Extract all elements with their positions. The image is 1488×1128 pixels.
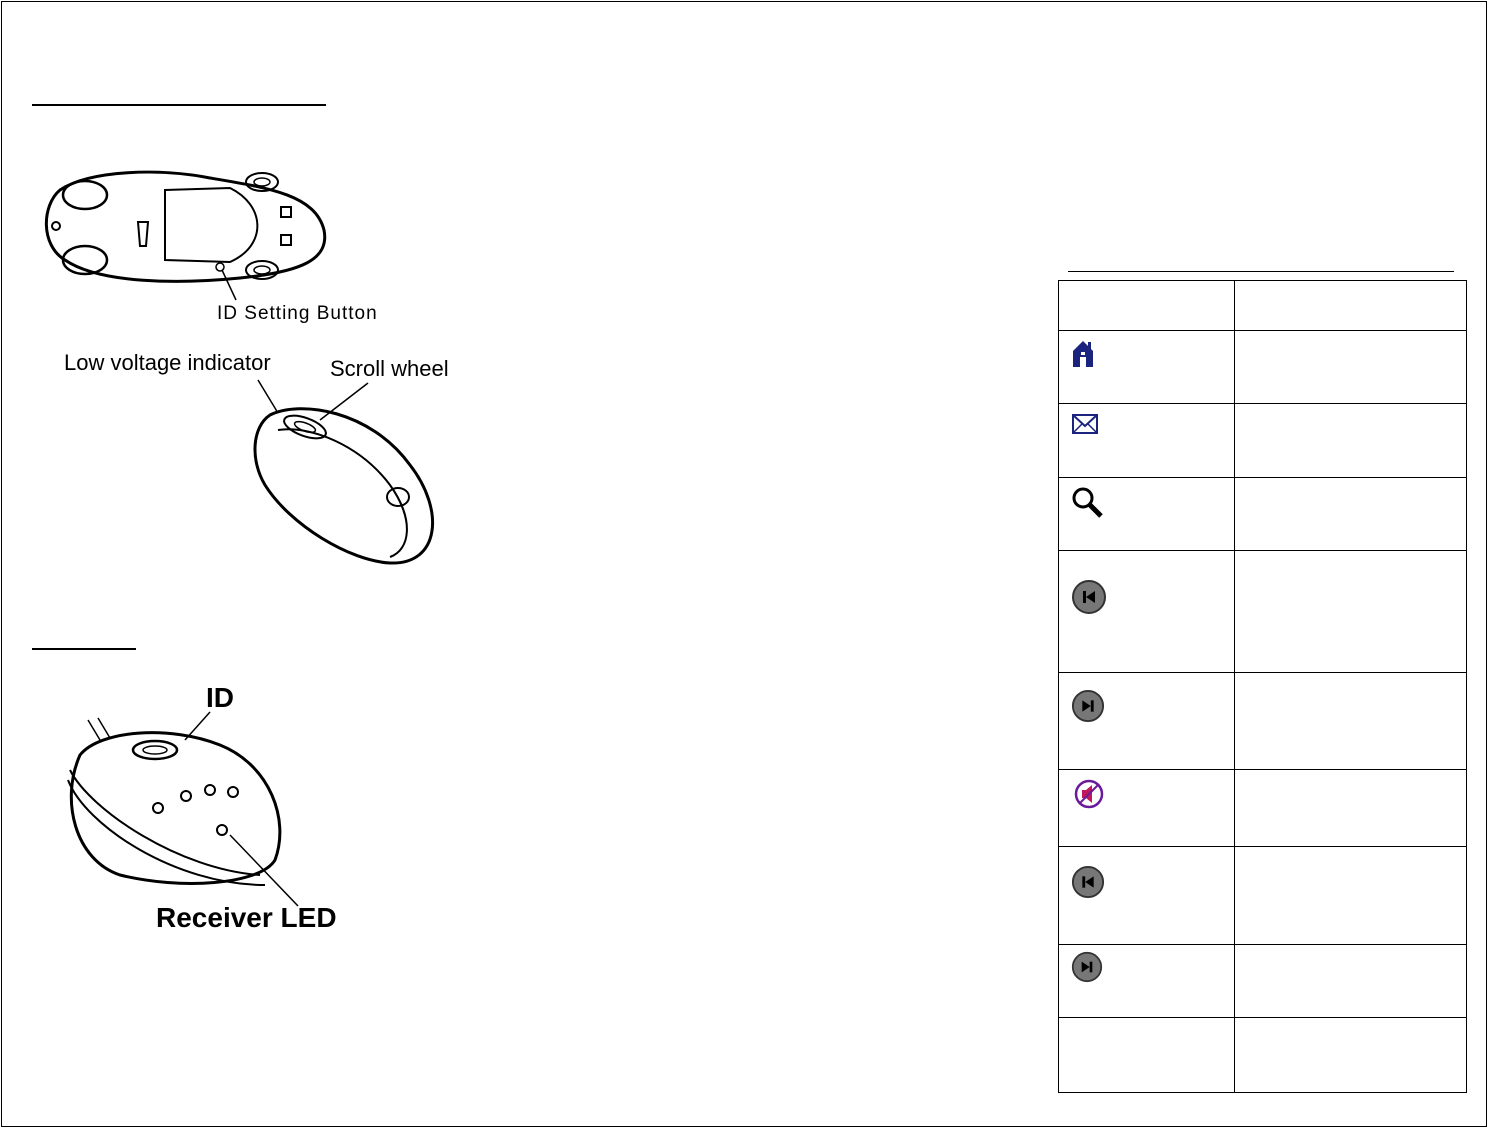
- home-icon: [1071, 339, 1095, 369]
- table-header-cell: [1235, 281, 1467, 331]
- table-row: [1059, 847, 1467, 945]
- id-setting-button-label: ID Setting Button: [217, 303, 378, 324]
- hotkey-table: [1058, 280, 1467, 1093]
- previous-track-icon: [1071, 579, 1107, 615]
- scroll-wheel-label: Scroll wheel: [330, 356, 449, 381]
- table-row: [1059, 945, 1467, 1018]
- table-header-cell: [1059, 281, 1235, 331]
- previous-track-icon: [1071, 865, 1105, 899]
- receiver-id-label: ID: [206, 682, 234, 713]
- receiver-drawing: [60, 710, 310, 910]
- table-row: [1059, 331, 1467, 404]
- receiver-section-heading-rule: [32, 648, 136, 650]
- table-row: [1059, 551, 1467, 673]
- mouse-top-view-drawing: [230, 375, 450, 570]
- table-row: [1059, 478, 1467, 551]
- key-table-heading-rule: [1068, 271, 1454, 272]
- next-track-icon: [1071, 689, 1105, 723]
- table-row: [1059, 673, 1467, 770]
- search-icon: [1071, 486, 1105, 520]
- low-voltage-indicator-label: Low voltage indicator: [64, 350, 271, 375]
- table-row: [1059, 770, 1467, 847]
- table-header-row: [1059, 281, 1467, 331]
- mouse-bottom-view-drawing: [40, 160, 340, 320]
- table-row: [1059, 404, 1467, 478]
- table-row: [1059, 1018, 1467, 1093]
- receiver-led-label: Receiver LED: [156, 902, 337, 933]
- next-track-icon: [1071, 951, 1103, 983]
- mail-icon: [1071, 412, 1099, 436]
- mouse-section-heading-rule: [32, 104, 326, 106]
- mute-icon: [1073, 778, 1105, 810]
